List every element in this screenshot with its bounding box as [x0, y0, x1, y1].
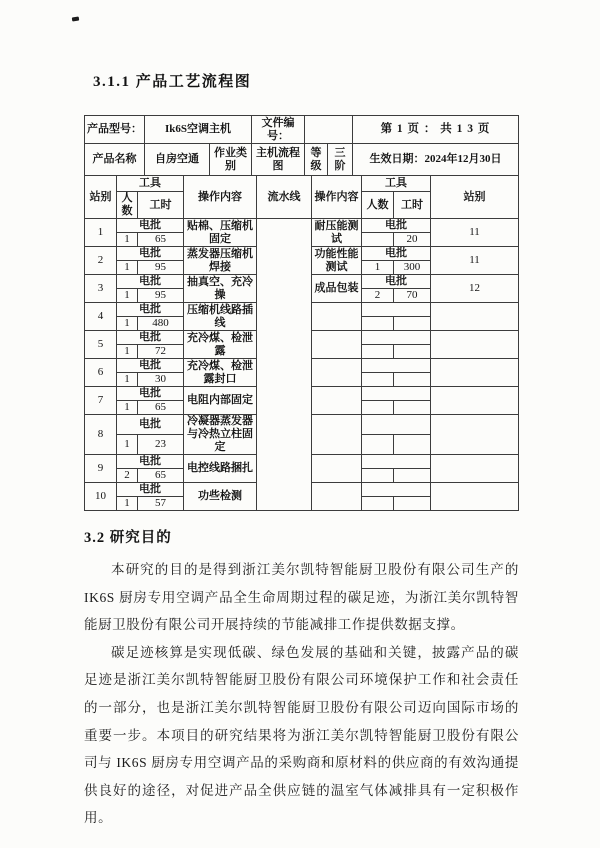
col-header-hours-right: 工时 — [394, 192, 431, 219]
people-cell: 1 — [117, 373, 138, 387]
operation-cell: 贴棉、压缩机固定 — [184, 219, 257, 247]
operation-cell-right — [312, 331, 362, 359]
tool-cell: 电批 — [117, 247, 184, 261]
operation-cell-right — [312, 359, 362, 387]
col-header-people-right: 人数 — [362, 192, 394, 219]
hours-cell-right — [394, 435, 431, 455]
station-cell-right: 11 — [431, 247, 519, 275]
operation-cell-right: 功能性能测试 — [312, 247, 362, 275]
station-cell: 1 — [85, 219, 117, 247]
tool-cell-right — [362, 387, 431, 401]
tool-cell: 电批 — [117, 275, 184, 289]
section-title-311: 3.1.1 产品工艺流程图 — [93, 74, 252, 90]
operation-cell: 功些检测 — [184, 483, 257, 511]
station-cell: 8 — [85, 415, 117, 455]
hours-cell-right — [394, 401, 431, 415]
operation-cell: 压缩机线路插线 — [184, 303, 257, 331]
hours-cell: 72 — [138, 345, 184, 359]
station-cell-right — [431, 387, 519, 415]
product-name-value: 自房空通 — [145, 144, 210, 176]
station-cell: 2 — [85, 247, 117, 275]
station-cell-right — [431, 483, 519, 511]
people-cell-right — [362, 435, 394, 455]
tool-cell-right — [362, 483, 431, 497]
doc-number-label: 文件编号： — [252, 116, 305, 144]
people-cell: 1 — [117, 289, 138, 303]
operation-cell: 电阻内部固定 — [184, 387, 257, 415]
operation-cell-right — [312, 387, 362, 415]
operation-cell: 冷凝器蒸发器与冷热立柱固定 — [184, 415, 257, 455]
hours-cell-right: 70 — [394, 289, 431, 303]
people-cell-right: 1 — [362, 261, 394, 275]
tool-cell: 电批 — [117, 303, 184, 317]
tool-cell-right — [362, 303, 431, 317]
tool-cell-right — [362, 455, 431, 469]
operation-cell: 电控线路捆扎 — [184, 455, 257, 483]
doc-number-value — [305, 116, 353, 144]
operation-cell-right: 耐压能测试 — [312, 219, 362, 247]
tool-cell-right: 电批 — [362, 219, 431, 233]
people-cell: 1 — [117, 401, 138, 415]
col-header-people-left: 人数 — [117, 192, 138, 219]
hours-cell: 23 — [138, 435, 184, 455]
station-cell: 4 — [85, 303, 117, 331]
tool-cell: 电批 — [117, 415, 184, 435]
hours-cell-right — [394, 373, 431, 387]
station-cell-right — [431, 303, 519, 331]
station-cell-right — [431, 359, 519, 387]
tool-cell: 电批 — [117, 387, 184, 401]
people-cell-right — [362, 373, 394, 387]
people-cell: 1 — [117, 435, 138, 455]
hours-cell-right: 20 — [394, 233, 431, 247]
col-header-station-left: 站别 — [85, 176, 117, 219]
operation-cell-right — [312, 415, 362, 455]
hours-cell-right — [394, 497, 431, 511]
people-cell: 1 — [117, 261, 138, 275]
process-flow-table-body — [84, 175, 519, 511]
tool-cell: 电批 — [117, 359, 184, 373]
operation-cell: 充冷煤、检泄露 — [184, 331, 257, 359]
tool-cell: 电批 — [117, 483, 184, 497]
operation-cell-right — [312, 483, 362, 511]
hours-cell: 95 — [138, 289, 184, 303]
hours-cell-right — [394, 317, 431, 331]
grade-label: 等级 — [305, 144, 328, 176]
people-cell-right — [362, 345, 394, 359]
tool-cell-right: 电批 — [362, 247, 431, 261]
hours-cell-right — [394, 345, 431, 359]
hours-cell: 57 — [138, 497, 184, 511]
people-cell-right — [362, 497, 394, 511]
product-model-value: Ik6S空调主机 — [145, 116, 252, 144]
tool-cell-right — [362, 415, 431, 435]
job-category-value: 主机流程图 — [252, 144, 305, 176]
station-cell-right — [431, 331, 519, 359]
product-model-label: 产品型号： — [85, 116, 145, 144]
station-cell-right: 12 — [431, 275, 519, 303]
hours-cell-right — [394, 469, 431, 483]
operation-cell-right — [312, 303, 362, 331]
process-flow-table-header — [84, 115, 519, 176]
grade-value: 三阶 — [328, 144, 353, 176]
station-cell: 9 — [85, 455, 117, 483]
hours-cell: 30 — [138, 373, 184, 387]
operation-cell: 充冷煤、检泄露封口 — [184, 359, 257, 387]
page-info: 第 1 页 ： 共 1 3 页 — [353, 116, 519, 144]
section-title-32: 3.2 研究目的 — [84, 530, 172, 546]
col-header-operation-right: 操作内容 — [312, 176, 362, 219]
effective-date: 生效日期：2024年12月30日 — [353, 144, 519, 176]
paragraph-1: 本研究的目的是得到浙江美尔凯特智能厨卫股份有限公司生产的 IK6S 厨房专用空调产品全生命周期过程的碳足迹，为浙江美尔凯特智能厨卫股份有限公司开展持续的节能减排工作提供数据支撑。 — [84, 562, 519, 633]
hours-cell-right: 300 — [394, 261, 431, 275]
people-cell: 2 — [117, 469, 138, 483]
product-name-label: 产品名称 — [85, 144, 145, 176]
station-cell-right — [431, 415, 519, 455]
job-category-label: 作业类别 — [210, 144, 252, 176]
tool-cell: 电批 — [117, 219, 184, 233]
operation-cell-right — [312, 455, 362, 483]
tool-cell: 电批 — [117, 455, 184, 469]
tool-cell-right — [362, 331, 431, 345]
assembly-line-cell — [257, 219, 312, 511]
station-cell: 10 — [85, 483, 117, 511]
hours-cell: 480 — [138, 317, 184, 331]
operation-cell: 抽真空、充冷操 — [184, 275, 257, 303]
hours-cell: 65 — [138, 233, 184, 247]
people-cell-right — [362, 317, 394, 331]
hours-cell: 65 — [138, 401, 184, 415]
people-cell-right — [362, 401, 394, 415]
people-cell-right: 2 — [362, 289, 394, 303]
hours-cell: 95 — [138, 261, 184, 275]
operation-cell: 蒸发器压缩机焊接 — [184, 247, 257, 275]
people-cell: 1 — [117, 233, 138, 247]
station-cell-right: 11 — [431, 219, 519, 247]
station-cell-right — [431, 455, 519, 483]
station-cell: 3 — [85, 275, 117, 303]
station-cell: 5 — [85, 331, 117, 359]
station-cell: 6 — [85, 359, 117, 387]
paragraph-2: 碳足迹核算是实现低碳、绿色发展的基础和关键，披露产品的碳足迹是浙江美尔凯特智能厨卫股份有限公司环境保护工作和社会责任的一部分，也是浙江美尔凯特智能厨卫股份有限公司迈向国际市场的重要一步。本项目的研究结果将为浙江美尔凯特智能厨卫股份有限公司与 IK6S 厨房专用空调产品的采购商和原材料的供应商的有效沟通提供良好的途径，对促进产品全供应链的温室气体减排具有一定积极作用。 — [84, 644, 519, 826]
people-cell: 1 — [117, 317, 138, 331]
col-header-tool-right: 工具 — [362, 176, 431, 192]
col-header-operation-left: 操作内容 — [184, 176, 257, 219]
people-cell-right — [362, 469, 394, 483]
people-cell: 1 — [117, 345, 138, 359]
col-header-hours-left: 工时 — [138, 192, 184, 219]
col-header-tool-left: 工具 — [117, 176, 184, 192]
people-cell-right — [362, 233, 394, 247]
tool-cell-right — [362, 359, 431, 373]
people-cell: 1 — [117, 497, 138, 511]
tool-cell: 电批 — [117, 331, 184, 345]
station-cell: 7 — [85, 387, 117, 415]
hours-cell: 65 — [138, 469, 184, 483]
research-purpose-text — [84, 556, 519, 832]
col-header-assembly-line: 流水线 — [257, 176, 312, 219]
operation-cell-right: 成品包装 — [312, 275, 362, 303]
tool-cell-right: 电批 — [362, 275, 431, 289]
col-header-station-right: 站别 — [431, 176, 519, 219]
